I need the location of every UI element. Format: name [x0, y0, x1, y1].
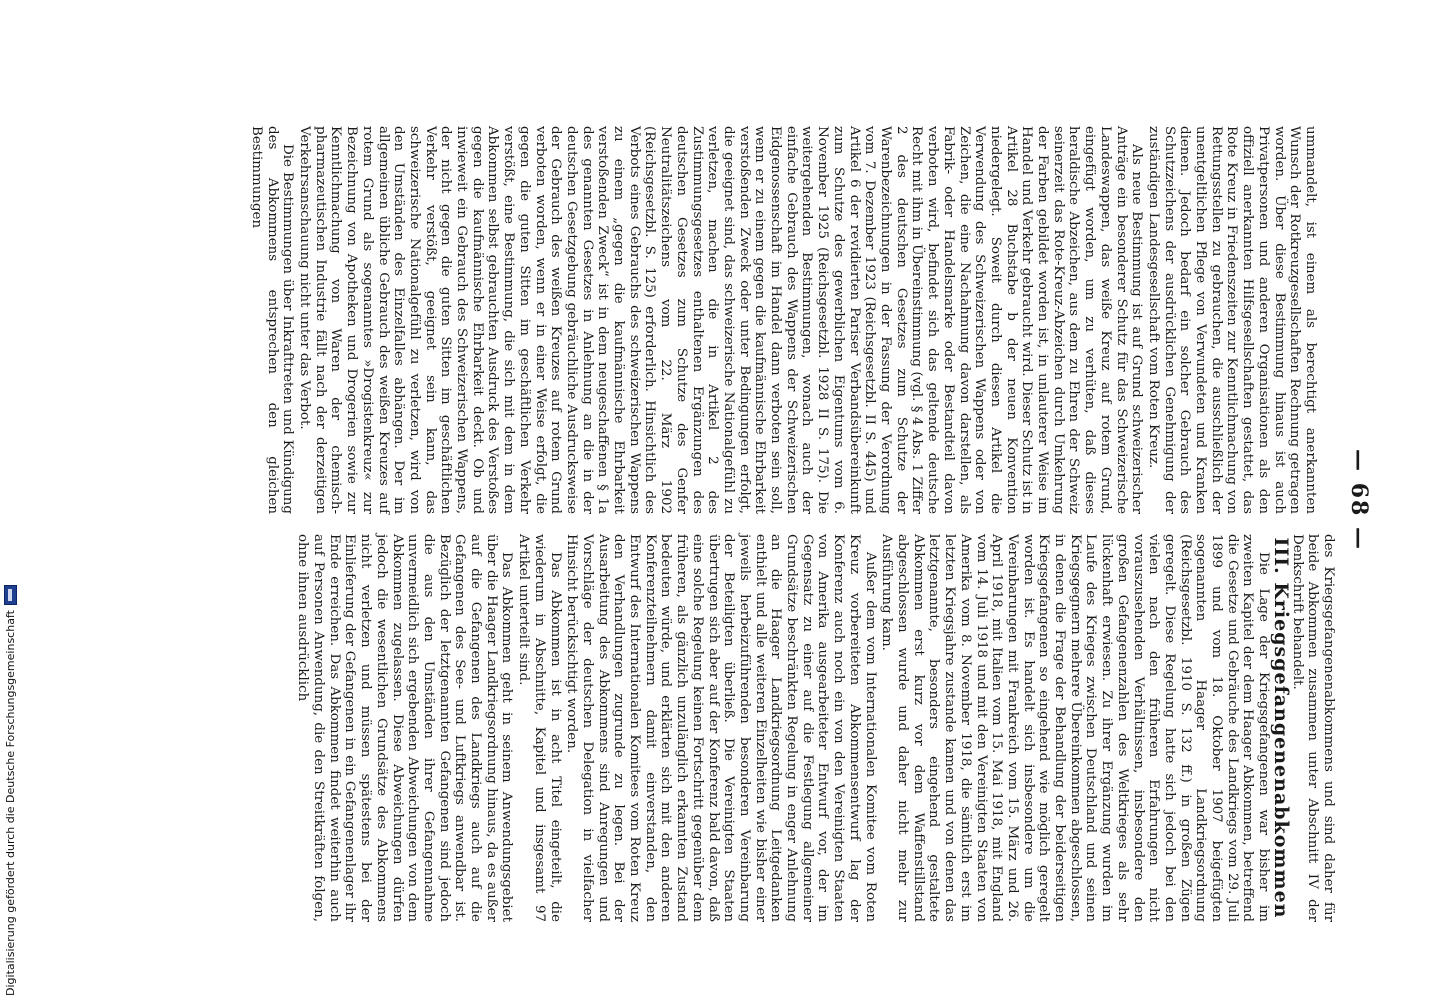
paragraph: Außer dem vom Internationalen Komitee vom Roten Kreuz vorbereiteten Abkommensentwurf lag der Konferenz auch noch ein von den Vereinigten Staaten von Amerika ausgearbeiteter Entwurf vor, der im Gegensatz zu einer auf die Festlegung allgemeiner Grundsätze beschränkten Regelung in enger Anlehnung an die Haager Landkriegsordnung Leitgedanken enthielt und alle weiteren Einzelheiten wie bisher einer jeweils herbeizuführenden besonderen Vereinbarung der Beteiligten überließ. Die Vereinigten Staaten übertrugen sich aber auf der Konferenz bald davon, daß eine solche Regelung keinen Fortschritt gegenüber dem früheren, als gänzlich unzulänglich erkannten Zustand bedeuten würde, und erklärten sich mit den anderen Konferenzteilnehmern damit einverstanden, den Entwurf des Internationalen Komitees vom Roten Kreuz den Verhandlungen zugrunde zu legen. Bei der Ausarbeitung des Abkommens sind Anregungen und Vorschläge der deutschen Delegation in vielfacher Hinsicht berücksichtigt worden.	[564, 534, 878, 922]
dfg-logo-icon	[4, 585, 17, 605]
footer-text: Digitalisierung gefördert durch die Deutsche Forschungsgemeinschaft	[4, 610, 17, 996]
page-number: — 68 —	[1346, 449, 1372, 551]
paragraph: Die Bestimmungen über Inkrafttreten und Kündigung des Abkommens entsprechen den gleichen Bestimmungen	[248, 126, 296, 514]
section-heading: III. Kriegsgefangenenabkommen	[1269, 537, 1292, 919]
paragraph: Als neue Bestimmung ist auf Grund schweizerischer Anträge ein besonderer Schutz für das Schweizerische Landeswappen, das weiße Kreuz auf rotem Grund, eingefügt worden, um zu verhüten, daß dieses heraldische Abzeichen, aus dem zu Ehren der Schweiz seinerzeit das Rote-Kreuz-Abzeichen durch Umkehrung der Farben gebildet worden ist, in unlauterer Weise im Handel und Verkehr gebraucht wird. Dieser Schutz ist in Artikel 28 Buchstabe b der neuen Konvention niedergelegt. Soweit durch diesen Artikel die Verwendung des Schweizerischen Wappens oder von Zeichen, die eine Nachahmung davon darstellen, als Fabrik- oder Handelsmarke oder Bestandteil davon verboten wird, befindet sich das geltende deutsche Recht mit ihm in Übereinstimmung (vgl. § 4 Abs. 1 Ziffer 2 des deutschen Gesetzes zum Schutze der Warenbezeichnungen in der Fassung der Verordnung vom 7. Dezember 1923 (Reichsgesetzbl. II S. 445) und Artikel 6 der revidierten Pariser Verbandsübereinkunft zum Schutze des gewerblichen Eigentums vom 6. November 1925 (Reichsgesetzbl. 1928 II S. 175). Die weitergehenden Bestimmungen, wonach auch der einfache Gebrauch des Wappens der Schweizerischen Eidgenossenschaft im Handel dann verboten sein soll, wenn er zu einem gegen die kaufmännische Ehrbarkeit verstoßenden Zweck oder unter Bedingungen erfolgt, die geeignet sind, das schweizerische Nationalgefühl zu verletzen, machen die in Artikel 2 des Zustimmungsgesetzes enthaltenen Ergänzungen des deutschen Gesetzes zum Schutze des Genfer Neutralitätszeichens vom 22. März 1902 (Reichsgesetzbl. S. 125) erforderlich. Hinsichtlich des Verbots eines Gebrauchs des schweizerischen Wappens zu einem „gegen die kaufmännische Ehrbarkeit verstoßenden Zweck“ ist in dem neugeschaffenen § 1a des genannten Gesetzes in Anlehnung an die in der deutschen Gesetzgebung gebräuchliche Ausdrucksweise der Gebrauch des weißen Kreuzes auf rotem Grund verboten worden, wenn er in einer Weise erfolgt, die gegen die guten Sitten im geschäftlichen Verkehr verstößt, eine Bestimmung, die sich mit dem in dem Abkommen selbst gebrauchten Ausdruck des Verstoßes gegen die kaufmännische Ehrbarkeit deckt. Ob und inwieweit ein Gebrauch des Schweizerischen Wappens, der nicht gegen die guten Sitten im geschäftlichen Verkehr verstößt, geeignet sein kann, das schweizerische Nationalgefühl zu verletzen, wird von den Umständen des Einzelfalles abhängen. Der im allgemeinen übliche Gebrauch des weißen Kreuzes auf rotem Grund als sogenanntes »Drogistenkreuz« zur Bezeichnung von Apotheken und Drogerien sowie zur Kenntlichmachung von Waren der chemisch-pharmazeutischen Industrie fällt nach der derzeitigen Verkehrsanschauung nicht unter das Verbot.	[297, 126, 1145, 514]
paragraph: Das Abkommen ist in acht Titel eingeteilt, die wiederum in Abschnitte, Kapitel und insgesamt 97 Artikel unterteilt sind.	[516, 534, 563, 922]
right-column	[295, 534, 1336, 922]
left-column	[248, 126, 1318, 514]
digitization-footer	[4, 585, 17, 996]
paragraph: des Kriegsgefangenenabkommens und sind daher für beide Abkommen zusammen unter Abschnitt IV der Denkschrift behandelt.	[1289, 534, 1336, 922]
paragraph: ummandelt, ist einem als berechtigt anerkannten Wunsch der Rotkreuzgesellschaften Rechnung getragen worden. Über diese Bestimmung hinaus ist auch Privatpersonen und anderen Organisationen als den offiziell anerkannten Hilfsgesellschaften gestattet, das Rote Kreuz in Friedenszeiten zur Kenntlichmachung von Rettungsstellen zu gebrauchen, die ausschließlich der unentgeltlichen Pflege von Verwundeten und Kranken dienen. Jedoch bedarf ein solcher Gebrauch des Schutzzeichens der ausdrücklichen Genehmigung der zuständigen Landesgesellschaft vom Roten Kreuz.	[1145, 126, 1318, 514]
paragraph: Das Abkommen geht in seinem Anwendungsgebiet über die Haager Landkriegsordnung hinaus, da es außer auf die Gefangenen des Landkriegs auch auf die Gefangenen des See- und Luftkriegs anwendbar ist. Bezüglich der letztgenannten Gefangenen sind jedoch die aus den Umständen ihrer Gefangennahme unvermeidlich sich ergebenden Abweichungen von dem Abkommen zugelassen. Diese Abweichungen dürfen jedoch die wesentlichen Grundsätze des Abkommens nicht verletzen und müssen spätestens bei der Einlieferung der Gefangenen in ein Gefangenenlager ihr Ende erreichen. Das Abkommen findet weiterhin auch auf Personen Anwendung, die den Streitkräften folgen, ohne ihnen ausdrücklich	[295, 534, 515, 922]
paragraph: Die Lage der Kriegsgefangenen war bisher im zweiten Kapitel der dem Haager Abkommen, betreffend die Gesetze und Gebräuche des Landkriegs vom 29. Juli 1899 und vom 18. Oktober 1907 beigefügten sogenannten Haager Landkriegsordnung (Reichsgesetzbl. 1910 S. 132 ff.) in großen Zügen geregelt. Diese Regelung hatte sich jedoch bei den vielen nach den früheren Erfahrungen nicht vorauszusehenden Verhältnissen, insbesondere den großen Gefangenenzahlen des Weltkrieges als sehr lückenhaft erwiesen. Zu ihrer Ergänzung wurden im Laufe des Krieges zwischen Deutschland und seinen Kriegsgegnern mehrere Übereinkommen abgeschlossen, in denen die Frage der Behandlung der beiderseitigen Kriegsgefangenen so eingehend wie möglich geregelt worden ist. Es handelt sich insbesondere um die Vereinbarungen mit Frankreich vom 15. März und 26. April 1918, mit Italien vom 15. Mai 1918, mit England vom 14. Juli 1918 und mit den Vereinigten Staaten von Amerika vom 8. November 1918, die sämtlich erst im letzten Kriegsjahre zustande kamen und von denen das letztgenannte, besonders eingehend gestaltete Abkommen erst kurz vor dem Waffenstillstand abgeschlossen wurde und daher nicht mehr zur Ausführung kam.	[879, 534, 1272, 922]
